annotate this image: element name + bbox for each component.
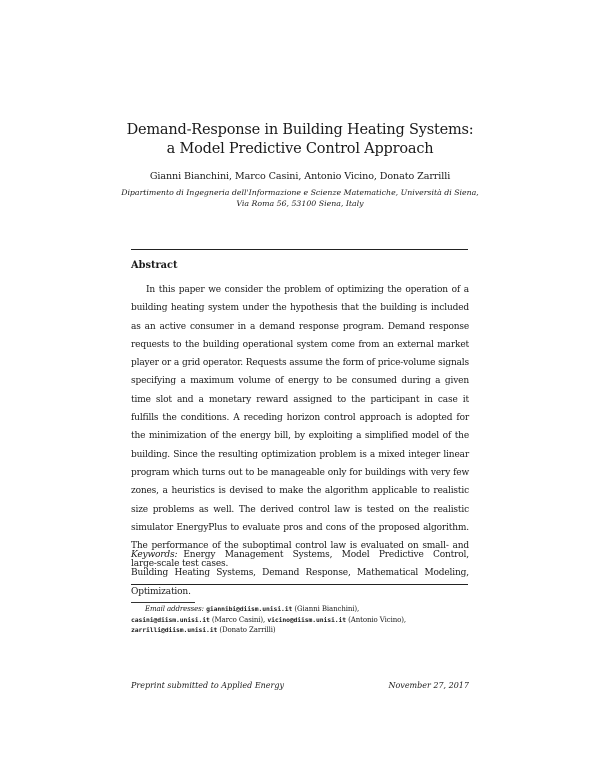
email-link-zarrilli[interactable]: zarrilli@diism.unisi.it	[131, 626, 218, 635]
email-link-casini[interactable]: casini@diism.unisi.it	[131, 615, 210, 624]
email-name-casini: (Marco Casini),	[211, 615, 266, 624]
paper-title-line-1: Demand-Response in Building Heating Systems:	[126, 122, 474, 138]
email-label: Email addresses:	[145, 605, 204, 613]
abstract-top-rule	[131, 249, 468, 250]
footer-date: November 27, 2017	[388, 681, 469, 690]
email-name-zarrilli: (Donato Zarrilli)	[219, 626, 276, 635]
abstract-body: In this paper we consider the problem of optimizing the operation of a building heating system under the hypothesis that the building is included as an active consumer in a demand response program. Demand response requests to the building operational system come from an external market player or a grid operator. Requests assume the form of price-volume signals specifying a maximum volume of energy to be consumed during a given time slot and a monetary reward assigned to the participant in case it fulfills the conditions. A receding horizon control approach is adopted for the minimization of the energy bill, by exploiting a simplified model of the building. Since the resulting optimization problem is a mixed integer linear program which turns out to be manageable only for buildings with very few zones, a heuristics is devised to make the algorithm applicable to realistic size problems as well. The derived control law is tested on the realistic simulator EnergyPlus to evaluate pros and cons of the proposed algorithm. The performance of the suboptimal control law is evaluated on small- and large-scale test cases.	[131, 285, 469, 570]
keywords-label: Keywords:	[131, 550, 178, 560]
email-name-bianchini: (Gianni Bianchini),	[294, 605, 360, 613]
author-list: Gianni Bianchini, Marco Casini, Antonio Vicino, Donato Zarrilli	[149, 171, 451, 182]
keywords	[131, 546, 469, 601]
footnote-rule	[131, 602, 195, 603]
email-name-vicino: (Antonio Vicino),	[348, 615, 406, 624]
affiliation-line-2: Via Roma 56, 53100 Siena, Italy	[236, 199, 364, 208]
keywords-list: Energy Management Systems, Model Predictive Control, Building Heating Systems, Demand Response, Mathematical Modeling, Optimization.	[131, 550, 469, 597]
paper-title-line-2: a Model Predictive Control Approach	[166, 141, 434, 157]
affiliation-line-1: Dipartimento di Ingegneria dell'Informazione e Scienze Matematiche, Università di Siena,	[121, 188, 479, 197]
abstract-bottom-rule	[131, 584, 468, 585]
email-footnote	[131, 604, 471, 636]
email-link-vicino[interactable]: vicino@diism.unisi.it	[267, 615, 347, 624]
email-link-bianchini[interactable]: giannibi@diism.unisi.it	[206, 605, 293, 613]
footer-journal-note: Preprint submitted to Applied Energy	[131, 681, 285, 690]
abstract-heading: Abstract	[131, 260, 178, 271]
